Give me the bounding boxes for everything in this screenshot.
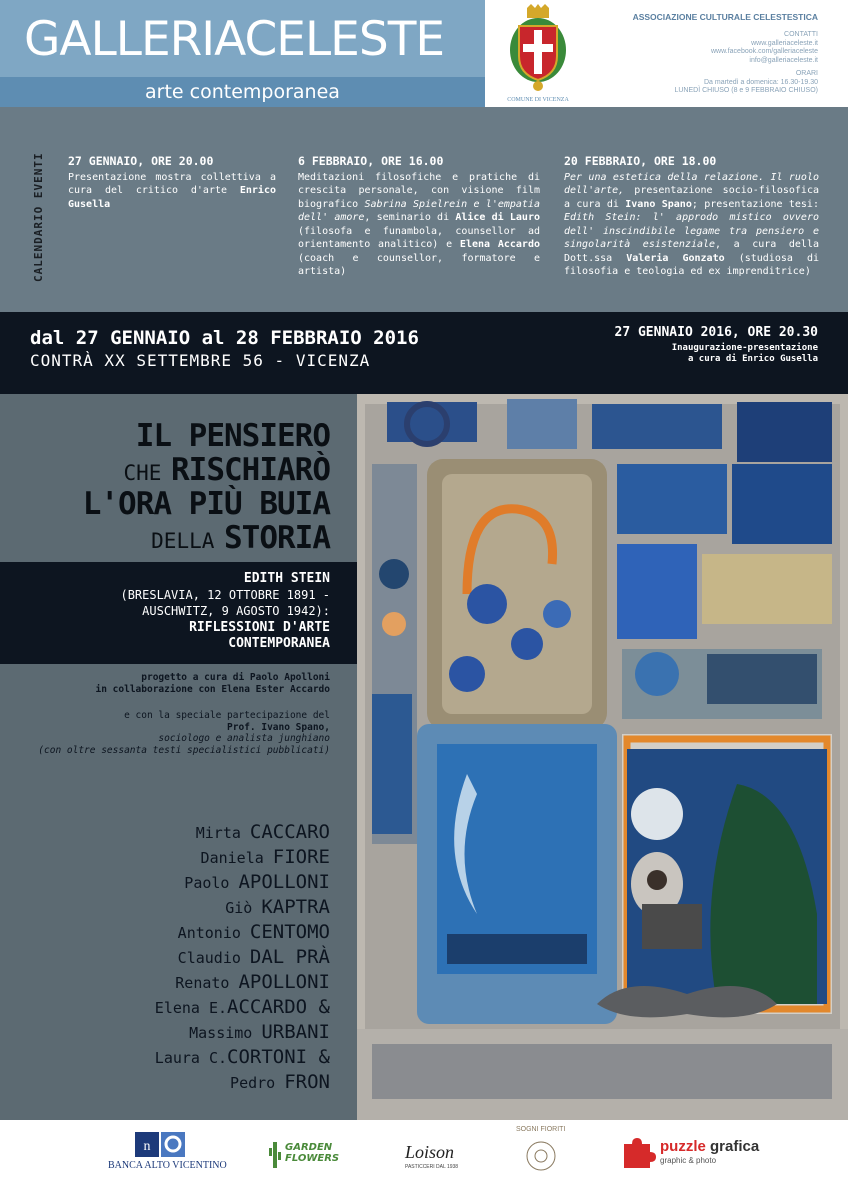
subject-name: EDITH STEIN: [243, 571, 330, 586]
opening-date: 27 GENNAIO 2016, ORE 20.30: [614, 325, 818, 340]
artist-last-name: KAPTRA: [261, 896, 330, 918]
credit-project: progetto a cura di Paolo Apolloni: [141, 672, 330, 683]
subject-dates-1: (BRESLAVIA, 12 OTTOBRE 1891 -: [120, 588, 330, 602]
artist-row: [10, 970, 330, 995]
artist-first-name: Renato: [175, 974, 239, 992]
artist-last-name: APOLLONI: [238, 971, 330, 993]
puzzle-piece-icon: [620, 1134, 656, 1170]
artist-first-name: Massimo: [189, 1024, 262, 1042]
credits-project: [96, 672, 331, 695]
artist-row: [10, 870, 330, 895]
artist-row: [10, 845, 330, 870]
opening-line-1: Inaugurazione-presentazione: [671, 343, 818, 353]
artist-first-name: Pedro: [230, 1074, 285, 1092]
exhibition-address: CONTRÀ XX SETTEMBRE 56 - VICENZA: [30, 351, 371, 370]
artist-last-name: FIORE: [272, 846, 330, 868]
facebook-link[interactable]: www.facebook.com/galleriaceleste: [711, 48, 818, 55]
artist-row: [10, 1020, 330, 1045]
event-2-date: 6 FEBBRAIO, ORE 16.00: [298, 154, 444, 168]
artist-last-name: APOLLONI: [238, 871, 330, 893]
subject-dates-2: AUSCHWITZ, 9 AGOSTO 1942):: [142, 604, 330, 618]
artist-row: [10, 895, 330, 920]
artist-first-name: Mirta: [195, 824, 250, 842]
artist-row: [10, 995, 330, 1020]
subject-theme-2: CONTEMPORANEA: [228, 636, 330, 651]
artist-first-name: Paolo: [184, 874, 239, 892]
opening-info: [672, 343, 818, 365]
svg-text:n: n: [143, 1139, 151, 1154]
event-1: 27 GENNAIO, ORE 20.00 Presentazione mostra collettiva a cura del critico d'arte Enrico Gusella: [68, 154, 276, 210]
hours-line-1: Da martedì a domenica: 16.30-19.30: [703, 78, 818, 86]
artist-first-name: Antonio: [177, 924, 250, 942]
artist-first-name: Giò: [225, 899, 262, 917]
artist-last-name: CACCARO: [249, 821, 330, 843]
artist-row: [10, 945, 330, 970]
bank-name: BANCA ALTO VICENTINO: [108, 1160, 227, 1171]
artwork-painting: [357, 394, 848, 1120]
artist-last-name: DAL PRÀ: [249, 946, 330, 968]
credit-collab: in collaborazione con Elena Ester Accardo: [95, 683, 330, 695]
garden-flowers-logo: GARDEN FLOWERS: [285, 1142, 340, 1164]
credit-guest: Prof. Ivano Spano,: [227, 721, 330, 733]
title-line-4: DELLA STORIA: [151, 520, 330, 556]
email-link[interactable]: info@galleriaceleste.it: [749, 56, 818, 64]
artist-last-name: CORTONI &: [227, 1046, 330, 1068]
subject-theme-1: RIFLESSIONI D'ARTE: [189, 620, 330, 635]
loison-logo: Loison: [405, 1142, 455, 1162]
gallery-subtitle: arte contemporanea: [145, 81, 340, 103]
title-line-1: IL PENSIERO: [135, 418, 330, 454]
event-3: 20 FEBBRAIO, ORE 18.00 Per una estetica della relazione. Il ruolo dell'arte, presentazione socio-filosofica a cura di Ivano Spano; presentazione tesi: Edith Stein: l' approdo mistico ovvero dell' inscindibile legame tra pensiero e singolarità esistenziale, a cura della Dott.ssa Valeria Gonzato (studiosa di filosofia e teologia ed ex imprenditrice): [564, 154, 820, 277]
gallery-title: GALLERIACELESTE: [24, 12, 445, 67]
loison-sub: PASTICCERI DAL 1938: [405, 1164, 459, 1170]
puzzle-grafica-logo: puzzle grafica: [660, 1138, 760, 1155]
opening-line-2: a cura di Enrico Gusella: [687, 354, 818, 364]
event-3-date: 20 FEBBRAIO, ORE 18.00: [564, 154, 717, 168]
artist-last-name: URBANI: [261, 1021, 330, 1043]
artist-first-name: Elena E.: [154, 999, 228, 1017]
artist-first-name: Laura C.: [154, 1049, 228, 1067]
artist-row: [10, 1070, 330, 1095]
calendar-label: CALENDARIO EVENTI: [32, 152, 45, 282]
artists-list: [10, 820, 330, 1095]
credits-special: [38, 710, 330, 756]
artist-first-name: Claudio: [177, 949, 250, 967]
website-link[interactable]: www.galleriaceleste.it: [751, 39, 818, 47]
credit-special: e con la speciale partecipazione del: [124, 710, 330, 721]
sogni-fioriti-text: SOGNI FIORITI: [516, 1126, 566, 1133]
contact-block: [674, 31, 818, 96]
credit-role: sociologo e analista junghiano: [158, 733, 330, 744]
title-line-2: CHE RISCHIARÒ: [123, 452, 330, 488]
association-name: ASSOCIAZIONE CULTURALE CELESTESTICA: [632, 12, 818, 22]
cactus-icon: [268, 1140, 282, 1170]
artist-last-name: ACCARDO &: [227, 996, 330, 1018]
artist-last-name: CENTOMO: [249, 921, 330, 943]
artist-row: [10, 920, 330, 945]
contacts-label: CONTATTI: [784, 31, 818, 38]
puzzle-grafica-sub: graphic & photo: [660, 1156, 717, 1165]
comune-crest-icon: [505, 4, 571, 104]
hours-line-2: LUNEDÌ CHIUSO (8 e 9 FEBBRAIO CHIUSO): [674, 87, 818, 94]
artist-row: [10, 1045, 330, 1070]
artist-row: [10, 820, 330, 845]
bank-logo-icon: [135, 1132, 185, 1157]
artist-first-name: Daniela: [200, 849, 273, 867]
event-1-date: 27 GENNAIO, ORE 20.00: [68, 154, 214, 168]
title-line-3: L'ORA PIÙ BUIA: [82, 486, 330, 522]
hours-label: ORARI: [795, 70, 818, 77]
sogni-fioriti-logo-icon: [518, 1134, 564, 1174]
event-2: 6 FEBBRAIO, ORE 16.00 Meditazioni filosofiche e pratiche di crescita personale, con visione film biografico Sabrina Spielrein e l'empatia dell' amore, seminario di Alice di Lauro (filosofa e funambola, counsellor ad orientamento analitico) e Elena Accardo (coach e counsellor, formatore e artista): [298, 154, 540, 277]
artist-last-name: FRON: [284, 1071, 330, 1093]
crest-caption: COMUNE DI VICENZA: [507, 97, 569, 103]
credit-note: (con oltre sessanta testi specialistici pubblicati): [38, 744, 330, 756]
exhibition-dates: dal 27 GENNAIO al 28 FEBBRAIO 2016: [30, 327, 419, 349]
